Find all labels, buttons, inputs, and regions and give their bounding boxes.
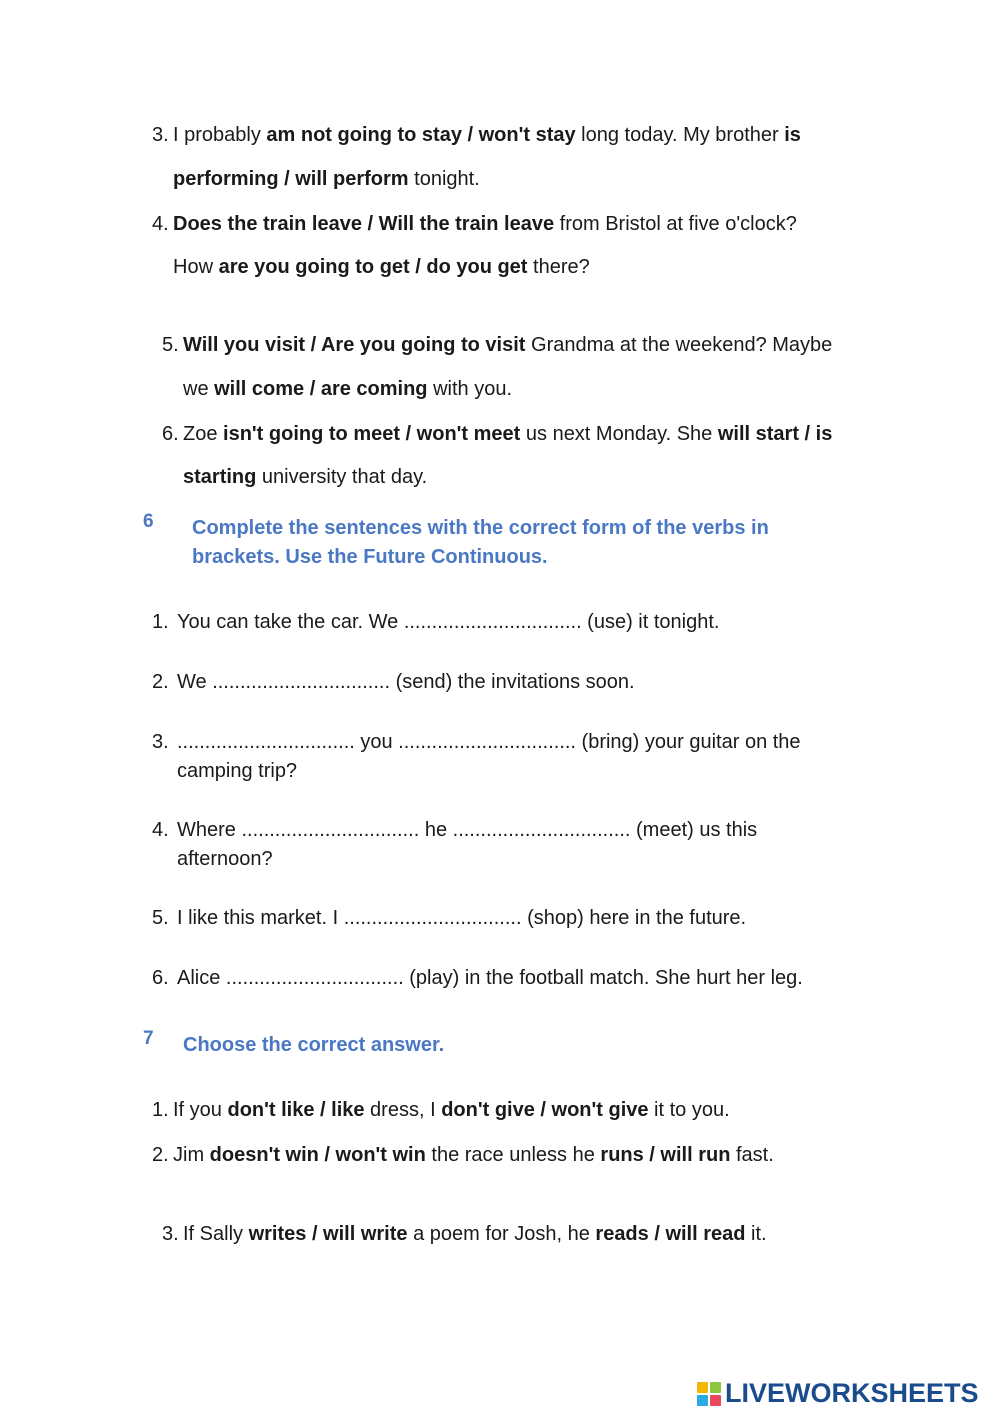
item-number: 3. bbox=[152, 731, 169, 753]
sentence-text: long today. My brother bbox=[575, 124, 785, 146]
item-line: Alice ................................ (play) in the football match. She hurt her leg. bbox=[177, 967, 803, 989]
section-title: Complete the sentences with the correct form of the verbs in bbox=[192, 517, 769, 539]
item-number: 2. bbox=[152, 1144, 169, 1166]
answer-option-text: performing / will perform bbox=[173, 168, 409, 190]
item-number: 1. bbox=[152, 1099, 169, 1121]
item-number: 5. bbox=[162, 334, 179, 356]
sentence-text: we bbox=[183, 378, 215, 400]
item-line bbox=[173, 166, 480, 192]
answer-option-text: is bbox=[784, 124, 801, 146]
sentence-text: from Bristol at five o'clock? bbox=[554, 213, 797, 235]
sentence-text: university that day. bbox=[256, 466, 428, 488]
item-number: 3. bbox=[152, 124, 169, 146]
section-title: brackets. Use the Future Continuous. bbox=[192, 546, 548, 568]
sentence-text: fast. bbox=[730, 1144, 774, 1166]
sentence-text: If you bbox=[173, 1099, 228, 1121]
section-number: 7 bbox=[143, 1028, 154, 1049]
item-number: 6. bbox=[162, 423, 179, 445]
item-line bbox=[173, 254, 590, 280]
sentence-text: tonight. bbox=[408, 168, 480, 190]
answer-option-text: Does the train leave / Will the train leave bbox=[173, 213, 555, 235]
answer-option-text: isn't going to meet / won't meet bbox=[223, 423, 521, 445]
item-line: You can take the car. We ................................ (use) it tonight. bbox=[177, 611, 720, 633]
sentence-text: there? bbox=[527, 256, 590, 278]
item-line bbox=[183, 332, 832, 358]
answer-option-text: will start / is bbox=[717, 423, 833, 445]
answer-option-text: doesn't win / won't win bbox=[209, 1144, 426, 1166]
sentence-text: dress, I bbox=[364, 1099, 442, 1121]
answer-option-text: starting bbox=[183, 466, 257, 488]
logo-square-4 bbox=[710, 1395, 721, 1406]
answer-option-text: Will you visit / Are you going to visit bbox=[183, 334, 526, 356]
item-line: camping trip? bbox=[177, 760, 298, 782]
item-line: afternoon? bbox=[177, 848, 273, 870]
section-title: Choose the correct answer. bbox=[183, 1034, 445, 1056]
logo-square-1 bbox=[697, 1382, 708, 1393]
item-line bbox=[173, 1142, 774, 1168]
answer-option-text: don't like / like bbox=[227, 1099, 365, 1121]
answer-option-text: runs / will run bbox=[600, 1144, 731, 1166]
answer-option-text: are you going to get / do you get bbox=[218, 256, 528, 278]
answer-option-text: don't give / won't give bbox=[441, 1099, 649, 1121]
item-line: ................................ you ................................ (bring) your guitar on the bbox=[177, 731, 801, 753]
item-line bbox=[173, 122, 801, 148]
sentence-text: Grandma at the weekend? Maybe bbox=[525, 334, 833, 356]
section-number: 6 bbox=[143, 511, 154, 532]
item-line bbox=[183, 421, 832, 447]
item-line bbox=[173, 1097, 730, 1123]
item-line bbox=[183, 376, 512, 402]
item-line: I like this market. I ................................ (shop) here in the future. bbox=[177, 907, 747, 929]
item-number: 6. bbox=[152, 967, 169, 989]
sentence-text: How bbox=[173, 256, 219, 278]
sentence-text: If Sally bbox=[183, 1223, 249, 1245]
item-number: 4. bbox=[152, 213, 169, 235]
answer-option-text: reads / will read bbox=[595, 1223, 746, 1245]
item-line bbox=[183, 464, 427, 490]
sentence-text: it to you. bbox=[648, 1099, 730, 1121]
item-number: 2. bbox=[152, 671, 169, 693]
logo-square-2 bbox=[710, 1382, 721, 1393]
sentence-text: Jim bbox=[173, 1144, 210, 1166]
logo-text: LIVEWORKSHEETS bbox=[725, 1378, 979, 1408]
item-line bbox=[183, 1221, 767, 1247]
item-number: 1. bbox=[152, 611, 169, 633]
item-number: 5. bbox=[152, 907, 169, 929]
sentence-text: a poem for Josh, he bbox=[407, 1223, 596, 1245]
logo-mark-icon bbox=[697, 1382, 721, 1406]
item-line bbox=[173, 211, 797, 237]
sentence-text: I probably bbox=[173, 124, 267, 146]
liveworksheets-logo bbox=[697, 1378, 979, 1409]
sentence-text: us next Monday. She bbox=[520, 423, 718, 445]
item-line: We ................................ (send) the invitations soon. bbox=[177, 671, 635, 693]
sentence-text: with you. bbox=[427, 378, 513, 400]
answer-option-text: will come / are coming bbox=[214, 378, 428, 400]
logo-square-3 bbox=[697, 1395, 708, 1406]
sentence-text: the race unless he bbox=[425, 1144, 601, 1166]
answer-option-text: writes / will write bbox=[248, 1223, 408, 1245]
item-line: Where ................................ he ................................ (meet) us this bbox=[177, 819, 758, 841]
item-number: 3. bbox=[162, 1223, 179, 1245]
sentence-text: Zoe bbox=[183, 423, 224, 445]
item-number: 4. bbox=[152, 819, 169, 841]
sentence-text: it. bbox=[745, 1223, 767, 1245]
answer-option-text: am not going to stay / won't stay bbox=[266, 124, 576, 146]
